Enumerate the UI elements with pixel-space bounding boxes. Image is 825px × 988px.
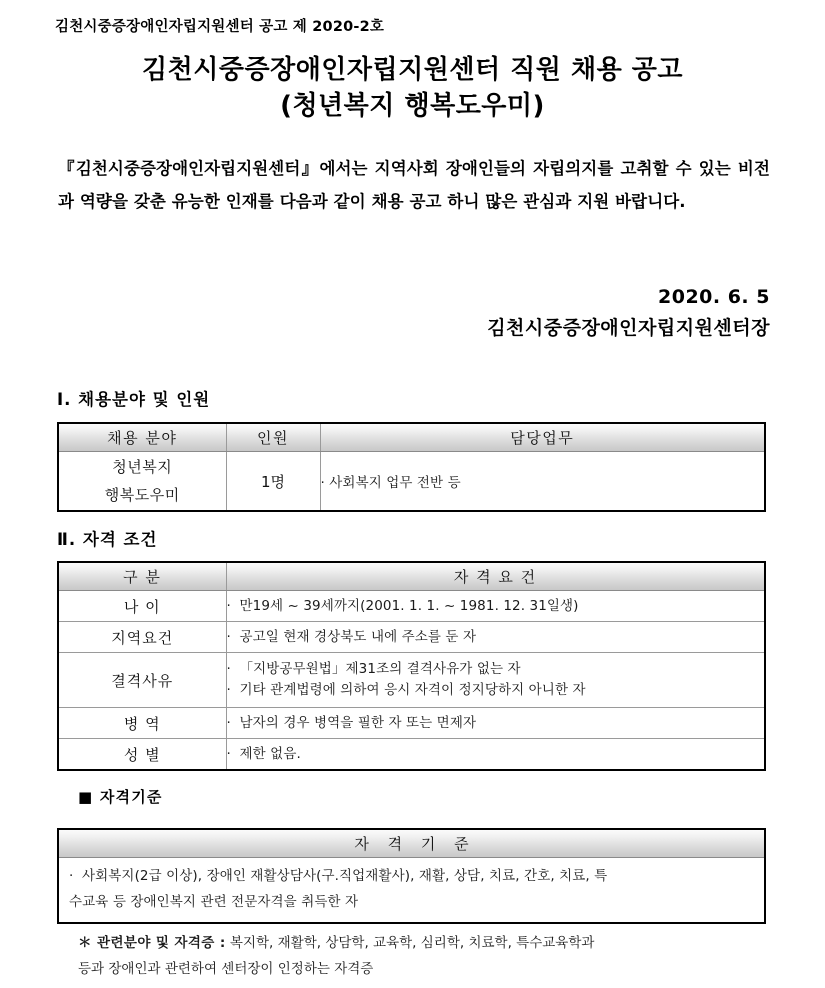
qualification-standard-table [57,828,766,924]
column-header-field: 채용 분야 [58,423,226,452]
row-value-disqualification [226,653,765,708]
footnote-block [78,930,778,982]
subsection-heading [78,786,163,807]
gender-requirement-text: 제한 없음. [239,745,301,762]
age-requirement-text: 만19세 ~ 39세까지(2001. 1. 1. ~ 1981. 12. 31일생) [239,597,579,614]
column-header-count: 인원 [226,423,320,452]
table-header-row [58,829,765,858]
table-header-row [58,562,765,591]
row-label-age: 나 이 [58,591,226,622]
square-bullet-icon: ■ [78,788,94,806]
table-row [58,452,765,512]
subsection-heading-label: 자격기준 [99,788,163,806]
bullet-dot: · [226,661,231,677]
recruitment-field-table [57,422,766,512]
table-row [58,858,765,924]
document-title-block [0,52,825,124]
document-title-line-2: (청년복지 행복도우미) [280,91,545,121]
intro-paragraph: 『김천시중증장애인자립지원센터』에서는 지역사회 장애인들의 자립의지를 고취할 수 있는 비전과 역량을 갖춘 유능한 인재를 다음과 같이 채용 공고 하니 많은 관심과 지원 바랍니다. [58,159,770,211]
qualification-standard-line-1: 사회복지(2급 이상), 장애인 재활상담사(구.직업재활사), 재활, 상담, 치료, 간호, 치료, 특 [82,868,608,884]
bullet-dot: · [226,714,231,731]
footnote-line-1-text: 복지학, 재활학, 상담학, 교육학, 심리학, 치료학, 특수교육학과 [225,935,595,951]
row-label-gender: 성 별 [58,739,226,771]
row-label-disqualification: 결격사유 [58,653,226,708]
cell-recruit-field [58,452,226,512]
disqualification-text-2: 기타 관계법령에 의하여 응시 자격이 정지당하지 아니한 자 [239,682,586,698]
bullet-dot: · [226,682,231,698]
disqualification-text-1: 「지방공무원법」제31조의 결격사유가 없는 자 [239,661,521,677]
qualification-standard-line-2: 수교육 등 장애인복지 관련 전문자격을 취득한 자 [69,894,359,910]
table-row [58,739,765,771]
recruit-field-line-2: 행복도우미 [104,486,180,504]
signer-name: 김천시중증장애인자립지원센터장 [487,317,770,339]
column-header-duty: 담당업무 [320,423,765,452]
bullet-dot: · [226,597,231,614]
row-value-military [226,708,765,739]
recruit-field-line-1: 청년복지 [112,458,173,476]
document-title-line-1: 김천시중증장애인자립지원센터 직원 채용 공고 [142,55,683,85]
signature-block [0,282,770,344]
section-2-heading: Ⅱ. 자격 조건 [57,530,158,549]
announcement-date: 2020. 6. 5 [658,286,770,308]
row-value-age [226,591,765,622]
bullet-dot: · [226,745,231,762]
footnote-label: ＊ 관련분야 및 자격증 : [78,935,226,951]
qualification-conditions-table [57,561,766,771]
table-row [58,591,765,622]
row-label-military: 병 역 [58,708,226,739]
bullet-dot: · [69,868,74,884]
cell-qualification-standard [58,858,765,924]
region-requirement-text: 공고일 현재 경상북도 내에 주소를 둔 자 [239,628,477,645]
section-1-heading: Ⅰ. 채용분야 및 인원 [57,390,211,409]
footnote-line-2-text: 등과 장애인과 관련하여 센터장이 인정하는 자격증 [78,961,374,977]
row-label-region: 지역요건 [58,622,226,653]
table-header-row [58,423,765,452]
military-requirement-text: 남자의 경우 병역을 필한 자 또는 면제자 [239,714,477,731]
row-value-gender [226,739,765,771]
column-header-standard: 자 격 기 준 [58,829,765,858]
column-header-category: 구 분 [58,562,226,591]
announcement-number: 김천시중증장애인자립지원센터 공고 제 2020-2호 [55,19,385,35]
table-row [58,653,765,708]
row-value-region [226,622,765,653]
table-row [58,708,765,739]
bullet-dot: · [226,628,231,645]
cell-recruit-duty: · 사회복지 업무 전반 등 [320,452,765,512]
cell-recruit-count: 1명 [226,452,320,512]
table-row [58,622,765,653]
column-header-requirement: 자 격 요 건 [226,562,765,591]
